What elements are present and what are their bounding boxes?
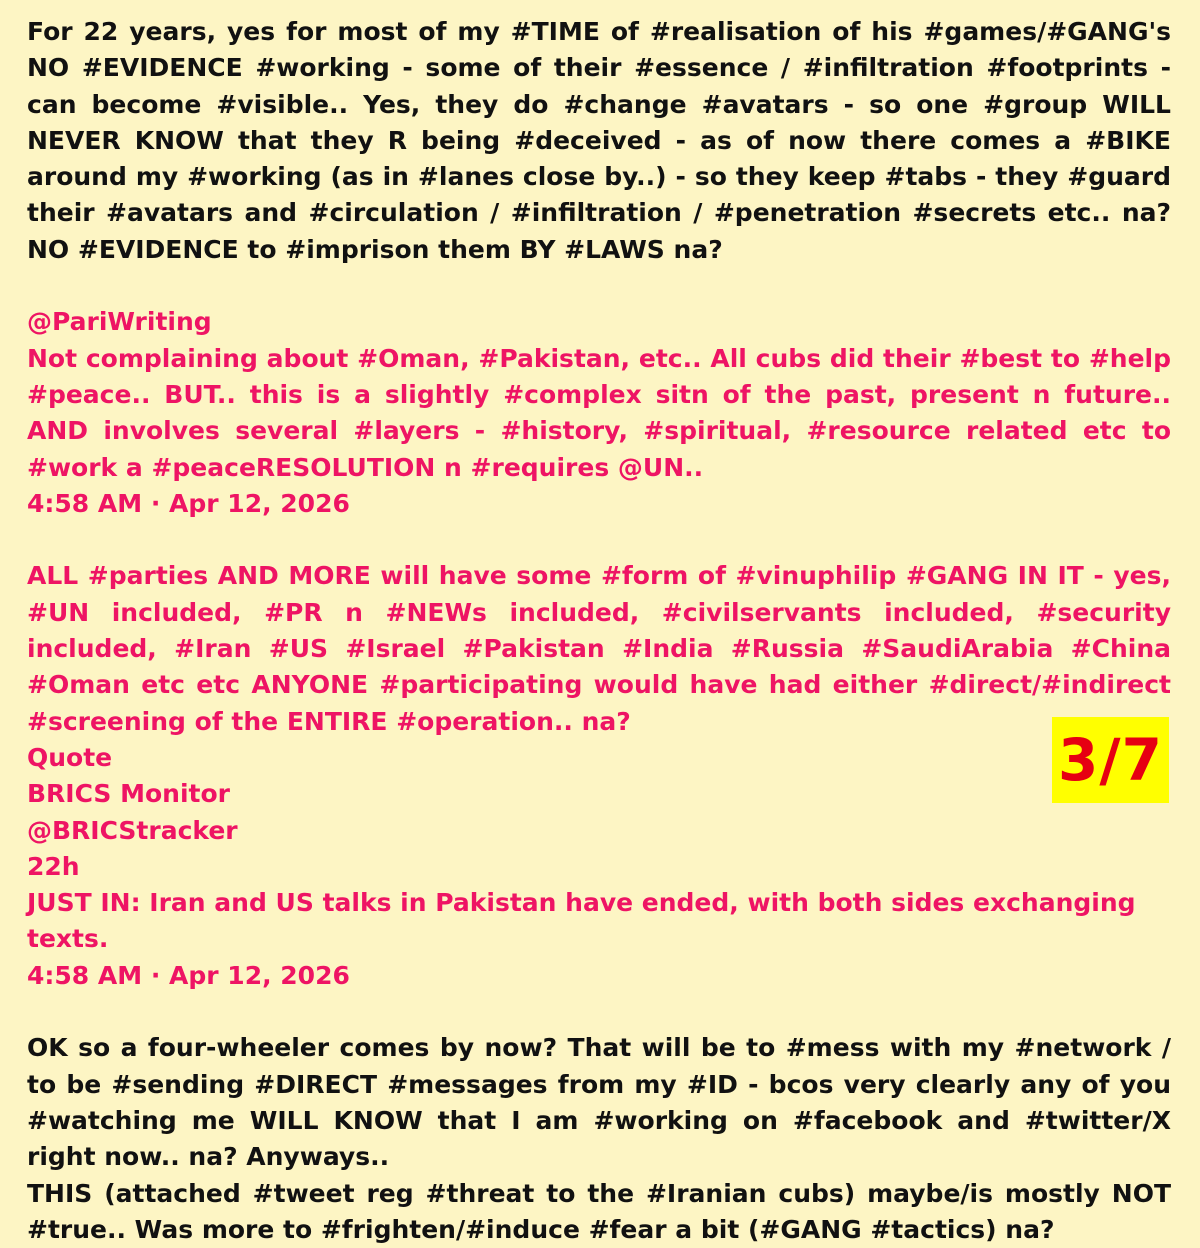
first-quote-block	[27, 304, 1171, 522]
quote-timestamp: 4:58 AM · Apr 12, 2026	[27, 958, 1171, 994]
intro-paragraph: For 22 years, yes for most of my #TIME of #realisation of his #games/#GANG's NO #EVIDENCE #working - some of their #essence / #infiltration #footprints - can become #visible.. Yes, they do #change #avatars - so one #group WILL NEVER KNOW that they R being #deceived - as of now there comes a #BIKE around my #working (as in #lanes close by..) - so they keep #tabs - they #guard their #avatars and #circulation / #infiltration / #penetration #secrets etc.. na? NO #EVIDENCE to #imprison them BY #LAWS na?	[27, 14, 1171, 268]
quoted-account-name: BRICS Monitor	[27, 776, 1171, 812]
quote-label: Quote	[27, 740, 1171, 776]
quote-text: ALL #parties AND MORE will have some #form of #vinuphilip #GANG IN IT - yes, #UN included, #PR n #NEWs included, #civilservants included, #security included, #Iran #US #Israel #Pakistan #India #Russia #SaudiArabia #China #Oman etc etc ANYONE #participating would have had either #direct/#indirect #screening of the ENTIRE #operation.. na?	[27, 558, 1171, 739]
spacer	[27, 522, 1171, 558]
page-number-badge: 3/7	[1052, 717, 1169, 803]
quote-author-handle: @PariWriting	[27, 304, 1171, 340]
spacer	[27, 994, 1171, 1030]
closing-paragraph: OK so a four-wheeler comes by now? That will be to #mess with my #network / to be #sending #DIRECT #messages from my #ID - bcos very clearly any of you #watching me WILL KNOW that I am #working on #facebook and #twitter/X right now.. na? Anyways..	[27, 1030, 1171, 1175]
quote-text: Not complaining about #Oman, #Pakistan, etc.. All cubs did their #best to #help #peace.. BUT.. this is a slightly #complex sitn of the past, present n future.. AND involves several #layers - #history, #spiritual, #resource related etc to #work a #peaceRESOLUTION n #requires @UN..	[27, 341, 1171, 486]
quoted-account-handle: @BRICStracker	[27, 813, 1171, 849]
closing-paragraph: THIS (attached #tweet reg #threat to the #Iranian cubs) maybe/is mostly NOT #true.. Was more to #frighten/#induce #fear a bit (#GANG #tactics) na?	[27, 1176, 1171, 1248]
second-quote-block	[27, 558, 1171, 994]
quoted-post-text: JUST IN: Iran and US talks in Pakistan have ended, with both sides exchanging texts.	[27, 885, 1171, 958]
document-body	[27, 14, 1171, 1248]
quoted-post-age: 22h	[27, 849, 1171, 885]
quote-timestamp: 4:58 AM · Apr 12, 2026	[27, 486, 1171, 522]
spacer	[27, 268, 1171, 304]
